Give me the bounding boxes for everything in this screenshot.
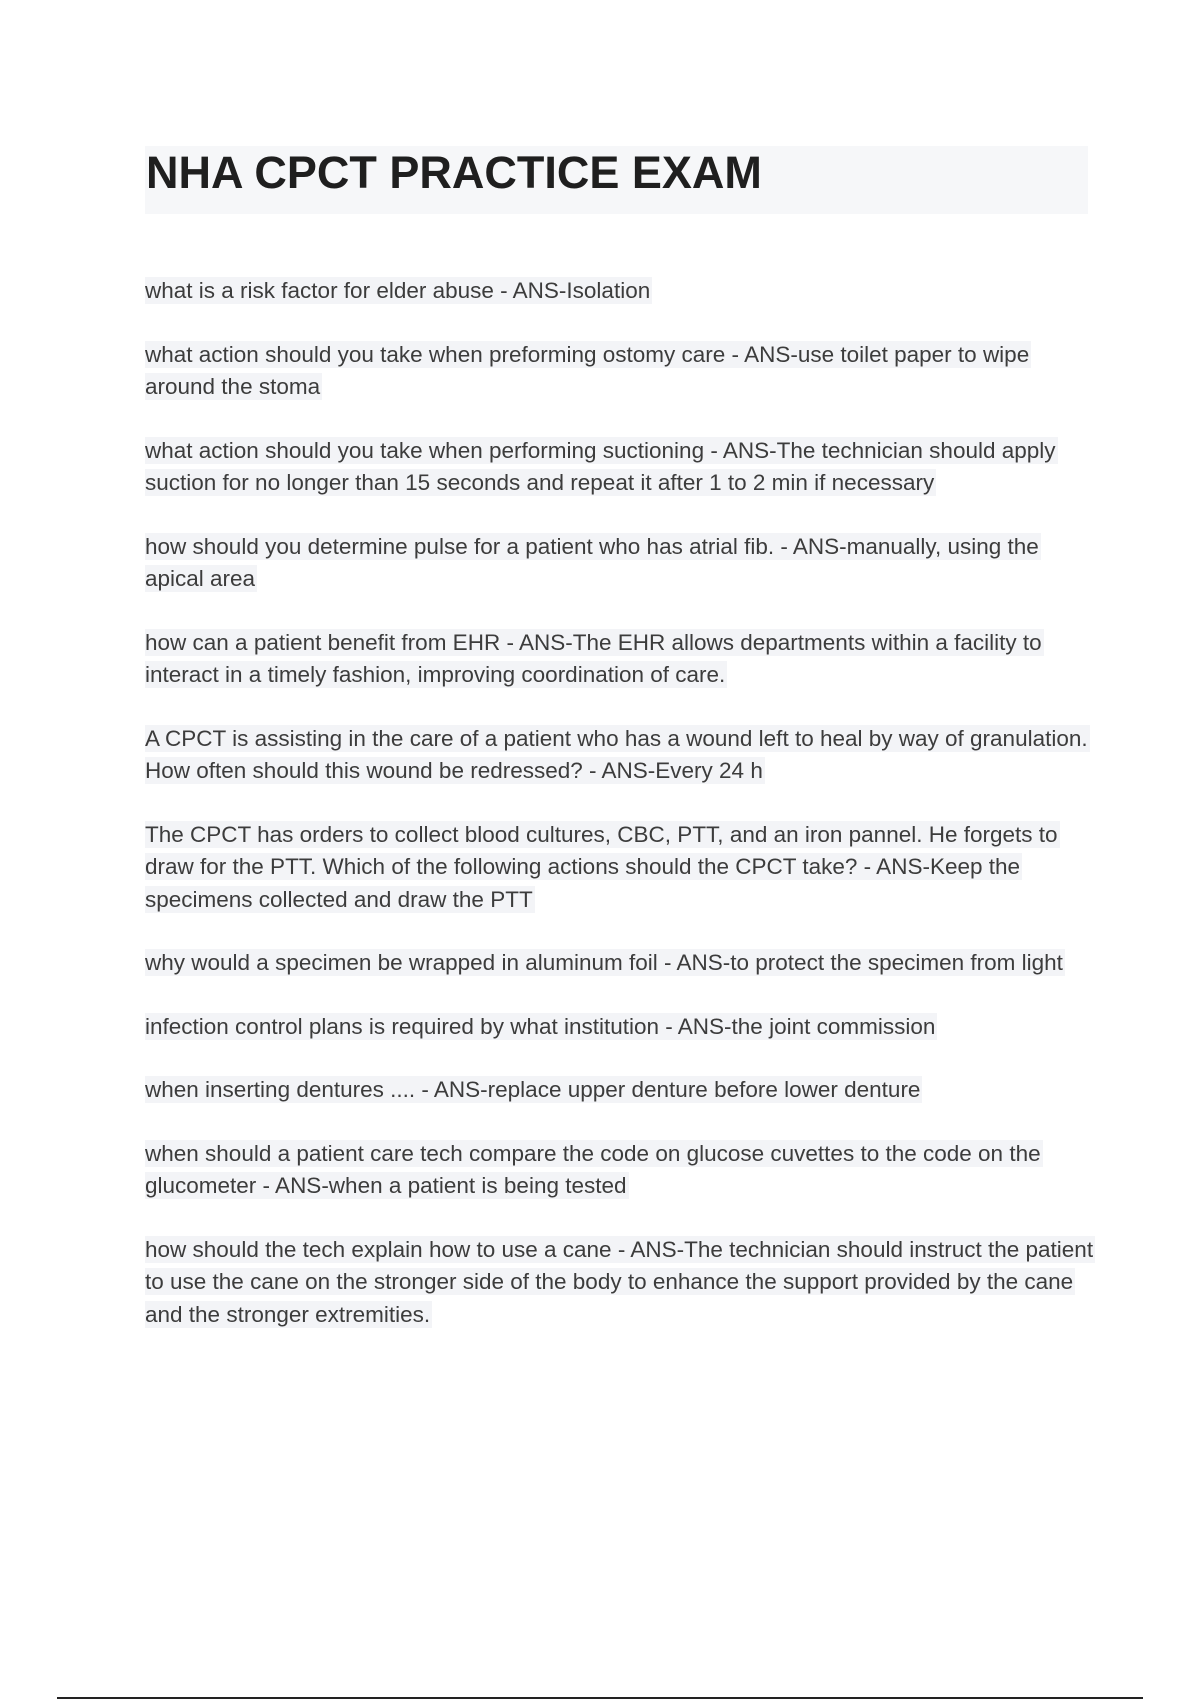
qa-text: what action should you take when preforming ostomy care - ANS-use toilet paper to wipe around the stoma <box>145 341 1030 399</box>
qa-text: infection control plans is required by what institution - ANS-the joint commission <box>145 1013 936 1039</box>
qa-text: The CPCT has orders to collect blood cultures, CBC, PTT, and an iron pannel. He forgets to draw for the PTT. Which of the following actions should the CPCT take? - ANS-Keep the specimens collected and draw the PTT <box>145 821 1058 912</box>
qa-item <box>145 1074 1095 1107</box>
qa-text: how can a patient benefit from EHR - ANS-The EHR allows departments within a facility to interact in a timely fashion, improving coordination of care. <box>145 629 1042 687</box>
qa-item <box>145 723 1095 788</box>
qa-item <box>145 1234 1095 1332</box>
qa-item <box>145 819 1095 917</box>
qa-item <box>145 339 1095 404</box>
qa-text: when should a patient care tech compare the code on glucose cuvettes to the code on the glucometer - ANS-when a patient is being tested <box>145 1140 1041 1198</box>
qa-text: when inserting dentures .... - ANS-replace upper denture before lower denture <box>145 1077 921 1102</box>
qa-item <box>145 435 1095 500</box>
qa-item <box>145 947 1095 980</box>
qa-text: what action should you take when performing suctioning - ANS-The technician should apply suction for no longer than 15 seconds and repeat it after 1 to 2 min if necessary <box>145 437 1056 495</box>
page-title: NHA CPCT PRACTICE EXAM <box>146 147 762 198</box>
qa-item <box>145 1138 1095 1203</box>
qa-text: how should you determine pulse for a patient who has atrial fib. - ANS-manually, using the apical area <box>145 533 1039 591</box>
qa-item <box>145 1011 1095 1044</box>
qa-item <box>145 627 1095 692</box>
qa-text: A CPCT is assisting in the care of a patient who has a wound left to heal by way of granulation. How often should this wound be redressed? - ANS-Every 24 h <box>145 725 1088 783</box>
qa-item <box>145 531 1095 596</box>
qa-text: why would a specimen be wrapped in aluminum foil - ANS-to protect the specimen from light <box>145 950 1063 975</box>
question-answer-list <box>145 275 1095 1362</box>
footer-divider <box>57 1697 1143 1699</box>
qa-item <box>145 275 1095 308</box>
qa-text: how should the tech explain how to use a cane - ANS-The technician should instruct the patient to use the cane on the stronger side of the body to enhance the support provided by the cane and the stronger extremities. <box>145 1236 1094 1327</box>
qa-text: what is a risk factor for elder abuse - ANS-Isolation <box>145 278 651 303</box>
